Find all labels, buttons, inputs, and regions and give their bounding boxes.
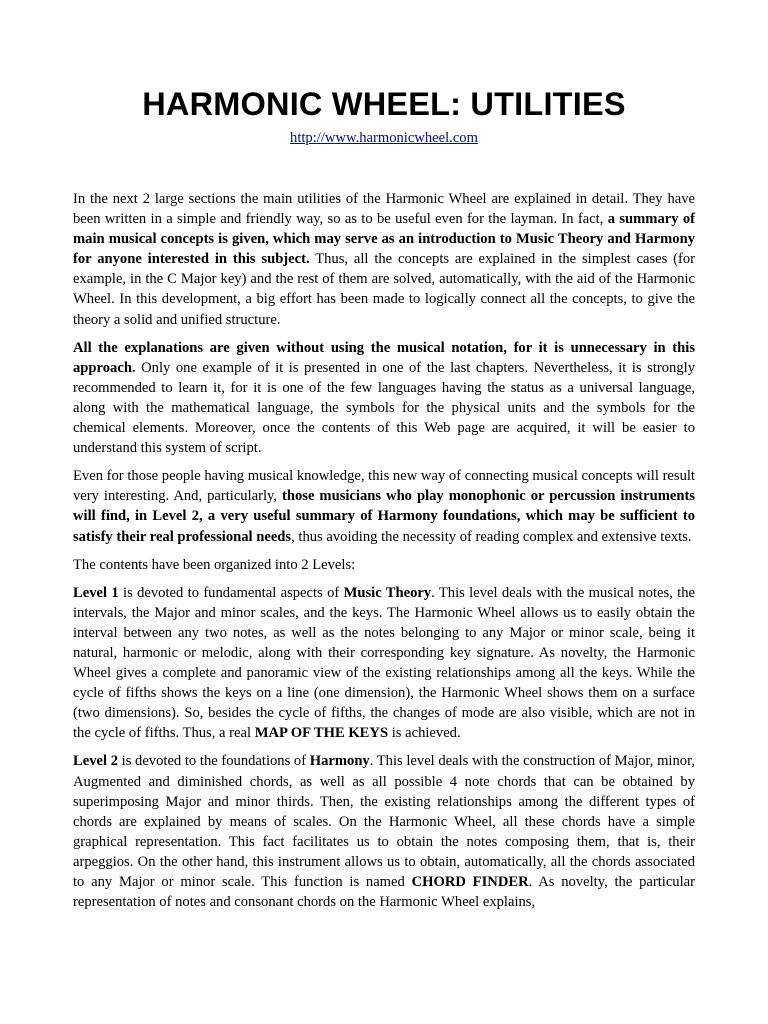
harmony-term: Harmony [309,753,370,770]
paragraph-level-2 [73,751,695,912]
level-1-text-c: is achieved. [388,725,461,742]
document-page [73,0,695,920]
intro-text-a: In the next 2 large sections the main utilities of the Harmonic Wheel are explained in detail. They have been written in a simple and friendly way, so as to be useful even for the layman. In fact, [73,191,695,228]
music-theory-term: Music Theory [343,584,432,601]
level-2-text-a: is devoted to the foundations of [118,753,310,770]
intro-text-bold: a summary of main musical concepts is given, which may serve as an introduction to Music Theory and Harmony for anyone interested in this subject. [73,211,696,268]
paragraph-intro [73,189,695,330]
level-2-text-b: . This level deals with the construction of Major, minor, Augmented and diminished chords, as well as all possible 4 note chords that can be obtained by superimposing Major and minor thirds. Then, the existing relationships among the different types of chords are explained by means of scales. On the Harmonic Wheel, all these chords have a simple graphical representation. This fact facilitates us to obtain the notes composing them, that is, their arpeggios. On the other hand, this instrument allows us to obtain, automatically, all the chords associated to any Major or minor scale. This function is named [73,753,695,890]
level-2-label: Level 2 [73,753,118,770]
level-2-text-c: . As novelty, the particular representation of notes and consonant chords on the Harmonic Wheel explains, [73,874,696,911]
notation-text-bold: All the explanations are given without using the musical notation, for it is unnecessary in this approach. [73,339,695,376]
document-body [73,189,695,912]
chord-finder-term: CHORD FINDER [411,874,529,890]
level-1-label: Level 1 [73,584,119,601]
level-1-text-a: is devoted to fundamental aspects of [118,584,344,601]
musicians-text-c: , thus avoiding the necessity of reading complex and extensive texts. [291,528,692,545]
website-link[interactable]: http://www.harmonicwheel.com [290,130,478,146]
paragraph-level-1 [73,583,695,744]
level-1-text-b: . This level deals with the musical notes, the intervals, the Major and minor scales, and the keys. The Harmonic Wheel allows us to easily obtain the interval between any two notes, as well as the notes belonging to any Major or minor scale, being it natural, harmonic or melodic, along with their corresponding key signature. As novelty, the Harmonic Wheel gives a complete and panoramic view of the existing relationships among all the keys. While the cycle of fifths shows the keys on a line (one dimension), the Harmonic Wheel shows them on a surface (two dimensions). So, besides the cycle of fifths, the changes of mode are also visible, which are not in the cycle of fifths. Thus, a real [73,584,696,742]
website-link-container [73,129,695,147]
notation-text-c: Only one example of it is presented in one of the last chapters. Nevertheless, it is strongly recommended to learn it, for it is one of the few languages having the status as a universal language, along with the mathematical language, the symbols for the physical units and the symbols for the chemical elements. Moreover, once the contents of this Web page are acquired, it will be easier to understand this system of script. [73,359,695,457]
musicians-text-a: Even for those people having musical knowledge, this new way of connecting musical concepts will result very interesting. And, particularly, [73,468,695,505]
paragraph-musicians [73,466,695,546]
intro-text-c: Thus, all the concepts are explained in the simplest cases (for example, in the C Major key) and the rest of them are solved, automatically, with the aid of the Harmonic Wheel. In this development, a big effort has been made to logically connect all the concepts, to give the theory a solid and unified structure. [73,251,695,328]
paragraph-notation [73,338,695,459]
map-of-keys-term: MAP OF THE KEYS [254,725,389,742]
page-title: HARMONIC WHEEL: UTILITIES [142,86,626,122]
paragraph-levels-intro: The contents have been organized into 2 Levels: [73,556,356,573]
musicians-text-bold: those musicians who play monophonic or percussion instruments will find, in Level 2, a very useful summary of Harmony foundations, which may be sufficient to satisfy their real professional needs [73,488,695,545]
